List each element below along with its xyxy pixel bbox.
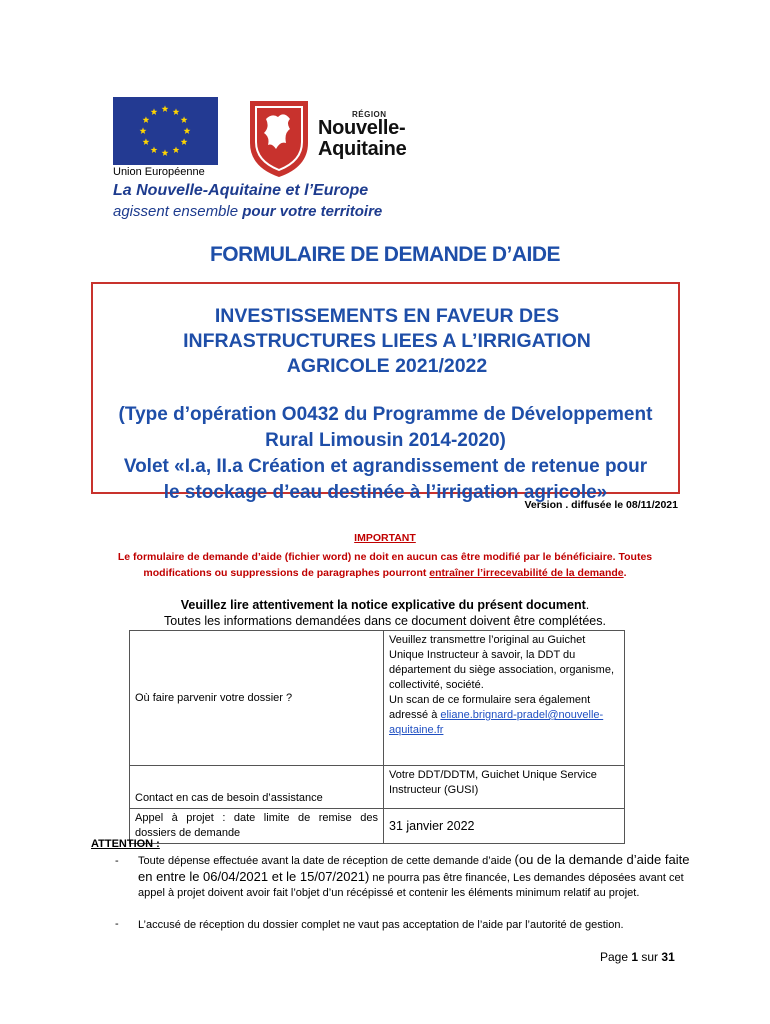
email-link[interactable]: eliane.brignard-pradel@nouvelle-aquitaine.fr xyxy=(389,709,604,736)
eu-star-icon xyxy=(151,108,158,115)
table-cell-label: Contact en cas de besoin d’assistance xyxy=(130,766,384,809)
region-lion-shield-icon xyxy=(246,97,312,179)
program-subtitle-line: Volet «I.a, II.a Création et agrandissement de retenue pour xyxy=(123,456,648,477)
tagline-primary: La Nouvelle-Aquitaine et l’Europe xyxy=(113,182,369,199)
region-name-line2: Aquitaine xyxy=(318,138,407,160)
page-title: FORMULAIRE DE DEMANDE D’AIDE xyxy=(209,243,560,266)
program-title-line: AGRICOLE 2021/2022 xyxy=(286,355,488,377)
attention-bullet-1 xyxy=(138,852,698,901)
eu-star-icon xyxy=(162,149,169,156)
eu-star-icon xyxy=(173,146,180,153)
important-text xyxy=(85,549,685,581)
attention-heading: ATTENTION : xyxy=(91,838,160,850)
page-prefix: Page xyxy=(600,950,632,964)
bullet1-a: Toute dépense effectuée avant la date de réception de cette demande d’aide xyxy=(138,855,515,867)
eu-star-icon xyxy=(181,138,188,145)
program-subtitle-line: le stockage d’eau destinée à l’irrigation agricole» xyxy=(163,482,608,503)
bullet-dash: - xyxy=(115,855,119,867)
bullet-dash: - xyxy=(115,918,119,930)
notice-line1-text: Veuillez lire attentivement la notice explicative du présent document xyxy=(180,598,586,612)
table-cell-label: Où faire parvenir votre dossier ? xyxy=(130,631,384,766)
page-number xyxy=(600,950,675,964)
eu-flag-logo xyxy=(113,97,218,165)
important-text-end: . xyxy=(623,567,627,579)
eu-star-icon xyxy=(140,127,147,134)
important-heading: IMPORTANT xyxy=(354,532,416,544)
eu-star-icon xyxy=(162,105,169,112)
eu-star-icon xyxy=(173,108,180,115)
table-row xyxy=(130,631,625,766)
table-cell-value xyxy=(384,631,625,766)
program-title xyxy=(95,304,679,379)
page-current: 1 xyxy=(631,950,639,964)
eu-star-icon xyxy=(184,127,191,134)
tagline-secondary-a: agissent ensemble xyxy=(113,203,243,220)
notice-line2: Toutes les informations demandées dans ce document doivent être complétées. xyxy=(164,614,606,628)
version-label: Version . diffusée le 08/11/2021 xyxy=(524,499,678,511)
eu-star-icon xyxy=(181,116,188,123)
important-text-underlined: entraîner l’irrecevabilité de la demande xyxy=(429,567,624,579)
eu-caption: Union Européenne xyxy=(113,166,205,178)
region-label: RÉGION xyxy=(352,110,387,119)
row1-value2: Un scan de ce formulaire sera également adressé à xyxy=(389,694,591,721)
table-row xyxy=(130,766,625,809)
page-middle: sur xyxy=(638,950,662,964)
important-text-a: Le formulaire de demande d’aide (fichier word) ne doit en aucun cas être modifié par le bénéficiaire. Toutes modifications ou suppressions de paragraphes pourront xyxy=(117,551,653,579)
table-cell-value: 31 janvier 2022 xyxy=(384,809,625,844)
table-row xyxy=(130,809,625,844)
region-name xyxy=(318,118,406,160)
program-subtitle-line: (Type d’opération O0432 du Programme de Développement xyxy=(118,404,653,425)
tagline-secondary-b: pour votre territoire xyxy=(242,203,383,220)
eu-star-icon xyxy=(143,138,150,145)
table-cell-label: Appel à projet : date limite de remise des dossiers de demande xyxy=(130,809,384,844)
notice-line1-end: . xyxy=(585,598,590,612)
bullet1-b: (ou de la demande d’aide faite en entre le 06/04/2021 et le 15/07/2021) xyxy=(138,852,690,884)
bullet1-c: ne pourra pas être financée, Les demandes déposées avant cet appel à projet doivent avoir fait l’objet d’un récépissé et contenir les éléments minimum relatif au projet. xyxy=(138,872,684,899)
program-subtitle-line: Rural Limousin 2014-2020) xyxy=(265,430,506,451)
program-title-line: INVESTISSEMENTS EN FAVEUR DES xyxy=(214,305,560,327)
notice-line1 xyxy=(0,598,770,612)
program-title-line: INFRASTRUCTURES LIEES A L’IRRIGATION xyxy=(183,330,591,352)
table-cell-value: Votre DDT/DDTM, Guichet Unique Service Instructeur (GUSI) xyxy=(384,766,625,809)
row1-value: Veuillez transmettre l’original au Guichet Unique Instructeur à savoir, la DDT du département du siège association, organisme, collectivité, société. xyxy=(389,634,615,691)
page-total: 31 xyxy=(661,950,675,964)
region-name-line1: Nouvelle- xyxy=(318,117,406,139)
eu-star-icon xyxy=(151,146,158,153)
eu-star-icon xyxy=(143,116,150,123)
program-subtitle xyxy=(91,402,680,506)
tagline-secondary xyxy=(113,203,382,220)
attention-bullet-2: L’accusé de réception du dossier complet ne vaut pas acceptation de l’aide par l’autorité de gestion. xyxy=(138,919,624,931)
info-table xyxy=(129,630,625,844)
